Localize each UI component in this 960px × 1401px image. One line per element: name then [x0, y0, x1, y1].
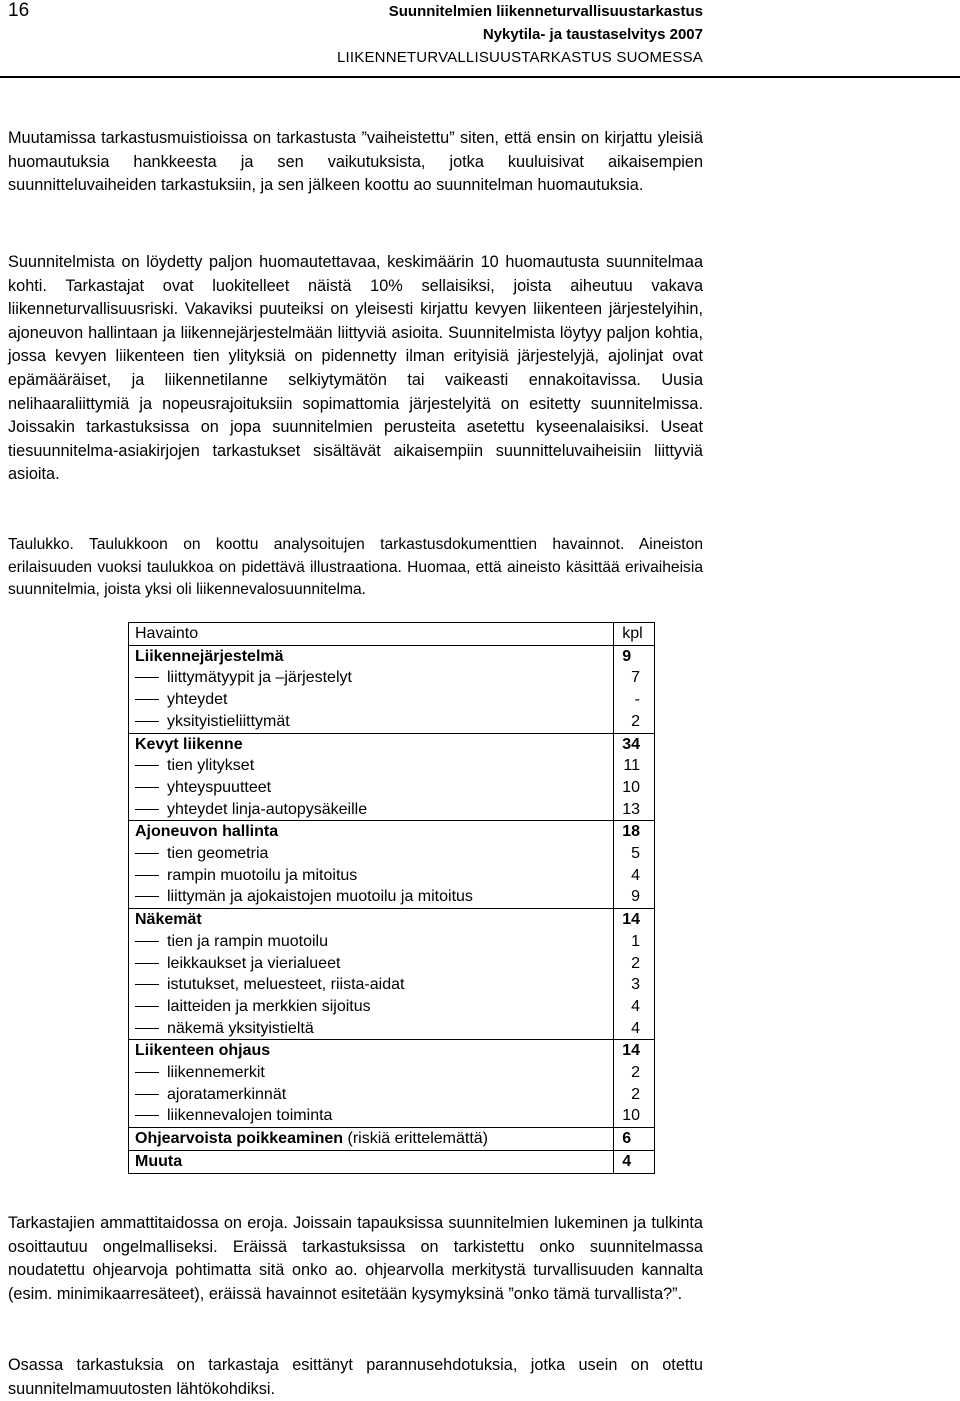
group-label: Liikenteen ohjaus: [135, 1042, 271, 1060]
findings-table-body: [129, 623, 655, 1174]
dash-bullet: [135, 1072, 159, 1073]
group-count-cell: [614, 645, 655, 667]
dash-bullet: [135, 963, 159, 964]
expertise-paragraph: Tarkastajien ammattitaidossa on eroja. Joissain tapauksissa suunnitelmien lukeminen ja tulkinta osoittautuu ongelmalliseksi. Eräissä tarkastuksissa on tarkistettu onko suunnitelmassa noudatettu ohjearvoja pohtimatta sitä onko ao. ohjearvolla merkitystä turvallisuuden kannalta (esim. minimikaarresäteet), eräissä havainnot esitetään kysymyksinä ”onko tämä turvallista?”.: [8, 1214, 703, 1303]
ohjearvo-label-cell: [129, 1128, 614, 1151]
header-rule: [0, 76, 960, 78]
group-row: [129, 733, 655, 755]
group-count-cell: [614, 733, 655, 755]
subitem-label-cell: [129, 1018, 614, 1040]
dash-bullet: [135, 1028, 159, 1029]
subitem-row: [129, 1105, 655, 1127]
subitem-label: liikennevalojen toiminta: [167, 1107, 333, 1125]
group-count-cell: [614, 909, 655, 931]
subitem-label-cell: [129, 667, 614, 689]
subitem-label-cell: [129, 799, 614, 821]
group-count-cell: [614, 1040, 655, 1062]
subitem-count-cell: [614, 1084, 655, 1106]
subitem-row: [129, 799, 655, 821]
subitem-count-cell: [614, 974, 655, 996]
group-label-cell: [129, 909, 614, 931]
dash-bullet: [135, 853, 159, 854]
subitem-count-cell: [614, 1018, 655, 1040]
subitem-count: 13: [622, 800, 640, 818]
subitem-label: liikennemerkit: [167, 1064, 265, 1082]
header-count-cell: [614, 623, 655, 646]
ohjearvo-label-rest: (riskiä erittelemättä): [343, 1130, 488, 1148]
subitem-row: [129, 777, 655, 799]
ohjearvo-row: [129, 1128, 655, 1151]
subitem-count: 3: [631, 976, 640, 994]
subitem-count-cell: [614, 711, 655, 733]
subitem-row: [129, 755, 655, 777]
dash-bullet: [135, 1115, 159, 1116]
subitem-row: [129, 996, 655, 1018]
subitem-count-cell: [614, 1062, 655, 1084]
muuta-label: Muuta: [135, 1152, 183, 1170]
subitem-label: leikkaukset ja vierialueet: [167, 954, 341, 972]
subitem-count-cell: [614, 931, 655, 953]
group-row: [129, 909, 655, 931]
group-label: Kevyt liikenne: [135, 735, 243, 753]
header-count: kpl: [622, 625, 643, 642]
group-count: 34: [622, 735, 640, 753]
subitem-label: näkemä yksityistieltä: [167, 1019, 314, 1037]
subitem-count: 4: [631, 997, 640, 1015]
group-label-cell: [129, 733, 614, 755]
muuta-label-cell: [129, 1150, 614, 1173]
findings-paragraph: Suunnitelmista on löydetty paljon huomautettavaa, keskimäärin 10 huomautusta suunnitelmaa kohti. Tarkastajat ovat luokitelleet näistä 10% sellaisiksi, joista aiheutuu vakava liikenneturvallisuusriski. Vakaviksi puuteiksi on yleisesti kirjattu kevyen liikenteen järjestelyihin, ajoneuvon hallintaan ja liikennejärjestelmään liittyviä asioita. Suunnitelmista löytyy paljon kohtia, jossa kevyen liikenteen tien ylityksiä on pidennetty ilman erityisiä järjestelyjä, ajolinjat ovat epämääräiset, ja liikennetilanne selkiytymätön tai vaikeasti ennakoitavissa. Uusia nelihaaraliittymiä ja nopeusrajoituksiin sopimattomia järjestelyitä on esitetty suunnitelmissa. Joissakin tarkastuksissa on jopa suunnitelmien perusteita asetettu kyseenalaisiksi. Useat tiesuunnitelma-asiakirjojen tarkastukset sisältävät aikaisempiin suunnitteluvaiheisiin liittyviä asioita.: [8, 253, 703, 484]
subitem-row: [129, 865, 655, 887]
subitem-row: [129, 1062, 655, 1084]
subitem-count: 2: [631, 954, 640, 972]
group-count: 9: [622, 647, 632, 665]
dash-bullet: [135, 896, 159, 897]
group-label-cell: [129, 1040, 614, 1062]
subitem-count-cell: [614, 1105, 655, 1127]
header-section: LIIKENNETURVALLISUUSTARKASTUS SUOMESSA: [336, 49, 703, 66]
dash-bullet: [135, 984, 159, 985]
group-count: 14: [622, 1042, 640, 1060]
subitem-count: 1: [631, 932, 640, 950]
subitem-label-cell: [129, 953, 614, 975]
subitem-label-cell: [129, 689, 614, 711]
subitem-count: 10: [622, 778, 640, 796]
table-header-row: [129, 623, 655, 646]
subitem-label-cell: [129, 1062, 614, 1084]
dash-bullet: [135, 765, 159, 766]
subitem-label-cell: [129, 1084, 614, 1106]
subitem-count: 4: [631, 866, 640, 884]
group-label-cell: [129, 645, 614, 667]
group-count: 14: [622, 911, 640, 929]
subitem-count-cell: [614, 667, 655, 689]
findings-table: [128, 622, 655, 1174]
subitem-count-cell: [614, 755, 655, 777]
subitem-row: [129, 711, 655, 733]
page-number: 16: [8, 0, 30, 21]
header-subtitle: Nykytila- ja taustaselvitys 2007: [482, 26, 703, 43]
subitem-count: 7: [631, 669, 640, 687]
dash-bullet: [135, 809, 159, 810]
group-row: [129, 821, 655, 843]
subitem-label-cell: [129, 931, 614, 953]
group-label: Näkemät: [135, 911, 202, 929]
subitem-count: 5: [631, 845, 640, 863]
subitem-row: [129, 886, 655, 908]
subitem-label-cell: [129, 1105, 614, 1127]
muuta-count-cell: [614, 1150, 655, 1173]
subitem-row: [129, 689, 655, 711]
table-caption: Taulukko. Taulukkoon on koottu analysoitujen tarkastusdokumenttien havainnot. Aineiston erilaisuuden vuoksi taulukkoa on pidettävä illustraationa. Huomaa, että aineisto käsittää erivaiheisia suunnitelmia, joista yksi oli liikennevalosuunnitelma.: [8, 536, 703, 598]
header-label-cell: [129, 623, 614, 646]
header-title: Suunnitelmien liikenneturvallisuustarkastus: [388, 3, 703, 20]
group-row: [129, 1040, 655, 1062]
subitem-label: rampin muotoilu ja mitoitus: [167, 866, 358, 884]
dash-bullet: [135, 1006, 159, 1007]
subitem-label: tien ylitykset: [167, 757, 255, 775]
subitem-count: 10: [622, 1107, 640, 1125]
group-label: Liikennejärjestelmä: [135, 647, 284, 665]
subitem-count: 9: [631, 888, 640, 906]
ohjearvo-label-bold: Ohjearvoista poikkeaminen: [135, 1130, 344, 1148]
subitem-count: 2: [631, 1085, 640, 1103]
subitem-count-cell: [614, 777, 655, 799]
subitem-row: [129, 953, 655, 975]
subitem-label: laitteiden ja merkkien sijoitus: [167, 997, 371, 1015]
subitem-row: [129, 667, 655, 689]
subitem-row: [129, 1018, 655, 1040]
subitem-label: yhteydet linja-autopysäkeille: [167, 800, 368, 818]
subitem-count: 2: [631, 712, 640, 730]
subitem-count-cell: [614, 886, 655, 908]
muuta-count: 4: [622, 1152, 632, 1170]
dash-bullet: [135, 875, 159, 876]
ohjearvo-count: 6: [622, 1130, 632, 1148]
group-row: [129, 645, 655, 667]
subitem-label-cell: [129, 996, 614, 1018]
subitem-count-cell: [614, 843, 655, 865]
subitem-label: istutukset, meluesteet, riista-aidat: [167, 976, 405, 994]
subitem-label-cell: [129, 843, 614, 865]
header-label: Havainto: [135, 625, 199, 642]
group-label-cell: [129, 821, 614, 843]
subitem-label: tien ja rampin muotoilu: [167, 932, 328, 950]
subitem-label: yhteydet: [167, 691, 228, 709]
dash-bullet: [135, 677, 159, 678]
subitem-row: [129, 1084, 655, 1106]
subitem-label: yksityistieliittymät: [167, 712, 290, 730]
subitem-label-cell: [129, 974, 614, 996]
subitem-count-cell: [614, 953, 655, 975]
subitem-label-cell: [129, 886, 614, 908]
running-header: [337, 0, 703, 69]
subitem-label: liittymätyypit ja –järjestelyt: [167, 669, 352, 687]
subitem-label-cell: [129, 711, 614, 733]
subitem-label: tien geometria: [167, 845, 269, 863]
ohjearvo-count-cell: [614, 1128, 655, 1151]
group-label: Ajoneuvon hallinta: [135, 823, 279, 841]
subitem-count-cell: [614, 689, 655, 711]
dash-bullet: [135, 1094, 159, 1095]
dash-bullet: [135, 941, 159, 942]
subitem-count-cell: [614, 865, 655, 887]
subitem-label: liittymän ja ajokaistojen muotoilu ja mitoitus: [167, 888, 473, 906]
dash-bullet: [135, 699, 159, 700]
subitem-count: 4: [631, 1019, 640, 1037]
subitem-label: ajoratamerkinnät: [167, 1085, 287, 1103]
group-count: 18: [622, 823, 640, 841]
intro-paragraph: Muutamissa tarkastusmuistioissa on tarkastusta ”vaiheistettu” siten, että ensin on kirjattu yleisiä huomautuksia hankkeesta ja sen vaikutuksista, jotka kuuluisivat aikaisempien suunnitteluvaiheiden tarkastuksiin, ja sen jälkeen koottu ao suunnitelman huomautuksia.: [8, 129, 703, 195]
subitem-count: 11: [623, 757, 640, 775]
subitem-count-cell: [614, 799, 655, 821]
dash-bullet: [135, 721, 159, 722]
group-count-cell: [614, 821, 655, 843]
subitem-label-cell: [129, 777, 614, 799]
subitem-row: [129, 843, 655, 865]
subitem-label-cell: [129, 865, 614, 887]
subitem-row: [129, 974, 655, 996]
subitem-count: 2: [631, 1064, 640, 1082]
dash-bullet: [135, 787, 159, 788]
muuta-row: [129, 1150, 655, 1173]
subitem-label-cell: [129, 755, 614, 777]
improvements-paragraph: Osassa tarkastuksia on tarkastaja esittänyt parannusehdotuksia, jotka usein on otettu suunnitelmamuutosten lähtökohdiksi.: [8, 1356, 703, 1398]
subitem-count: -: [634, 691, 640, 709]
subitem-count-cell: [614, 996, 655, 1018]
subitem-label: yhteyspuutteet: [167, 778, 272, 796]
subitem-row: [129, 931, 655, 953]
